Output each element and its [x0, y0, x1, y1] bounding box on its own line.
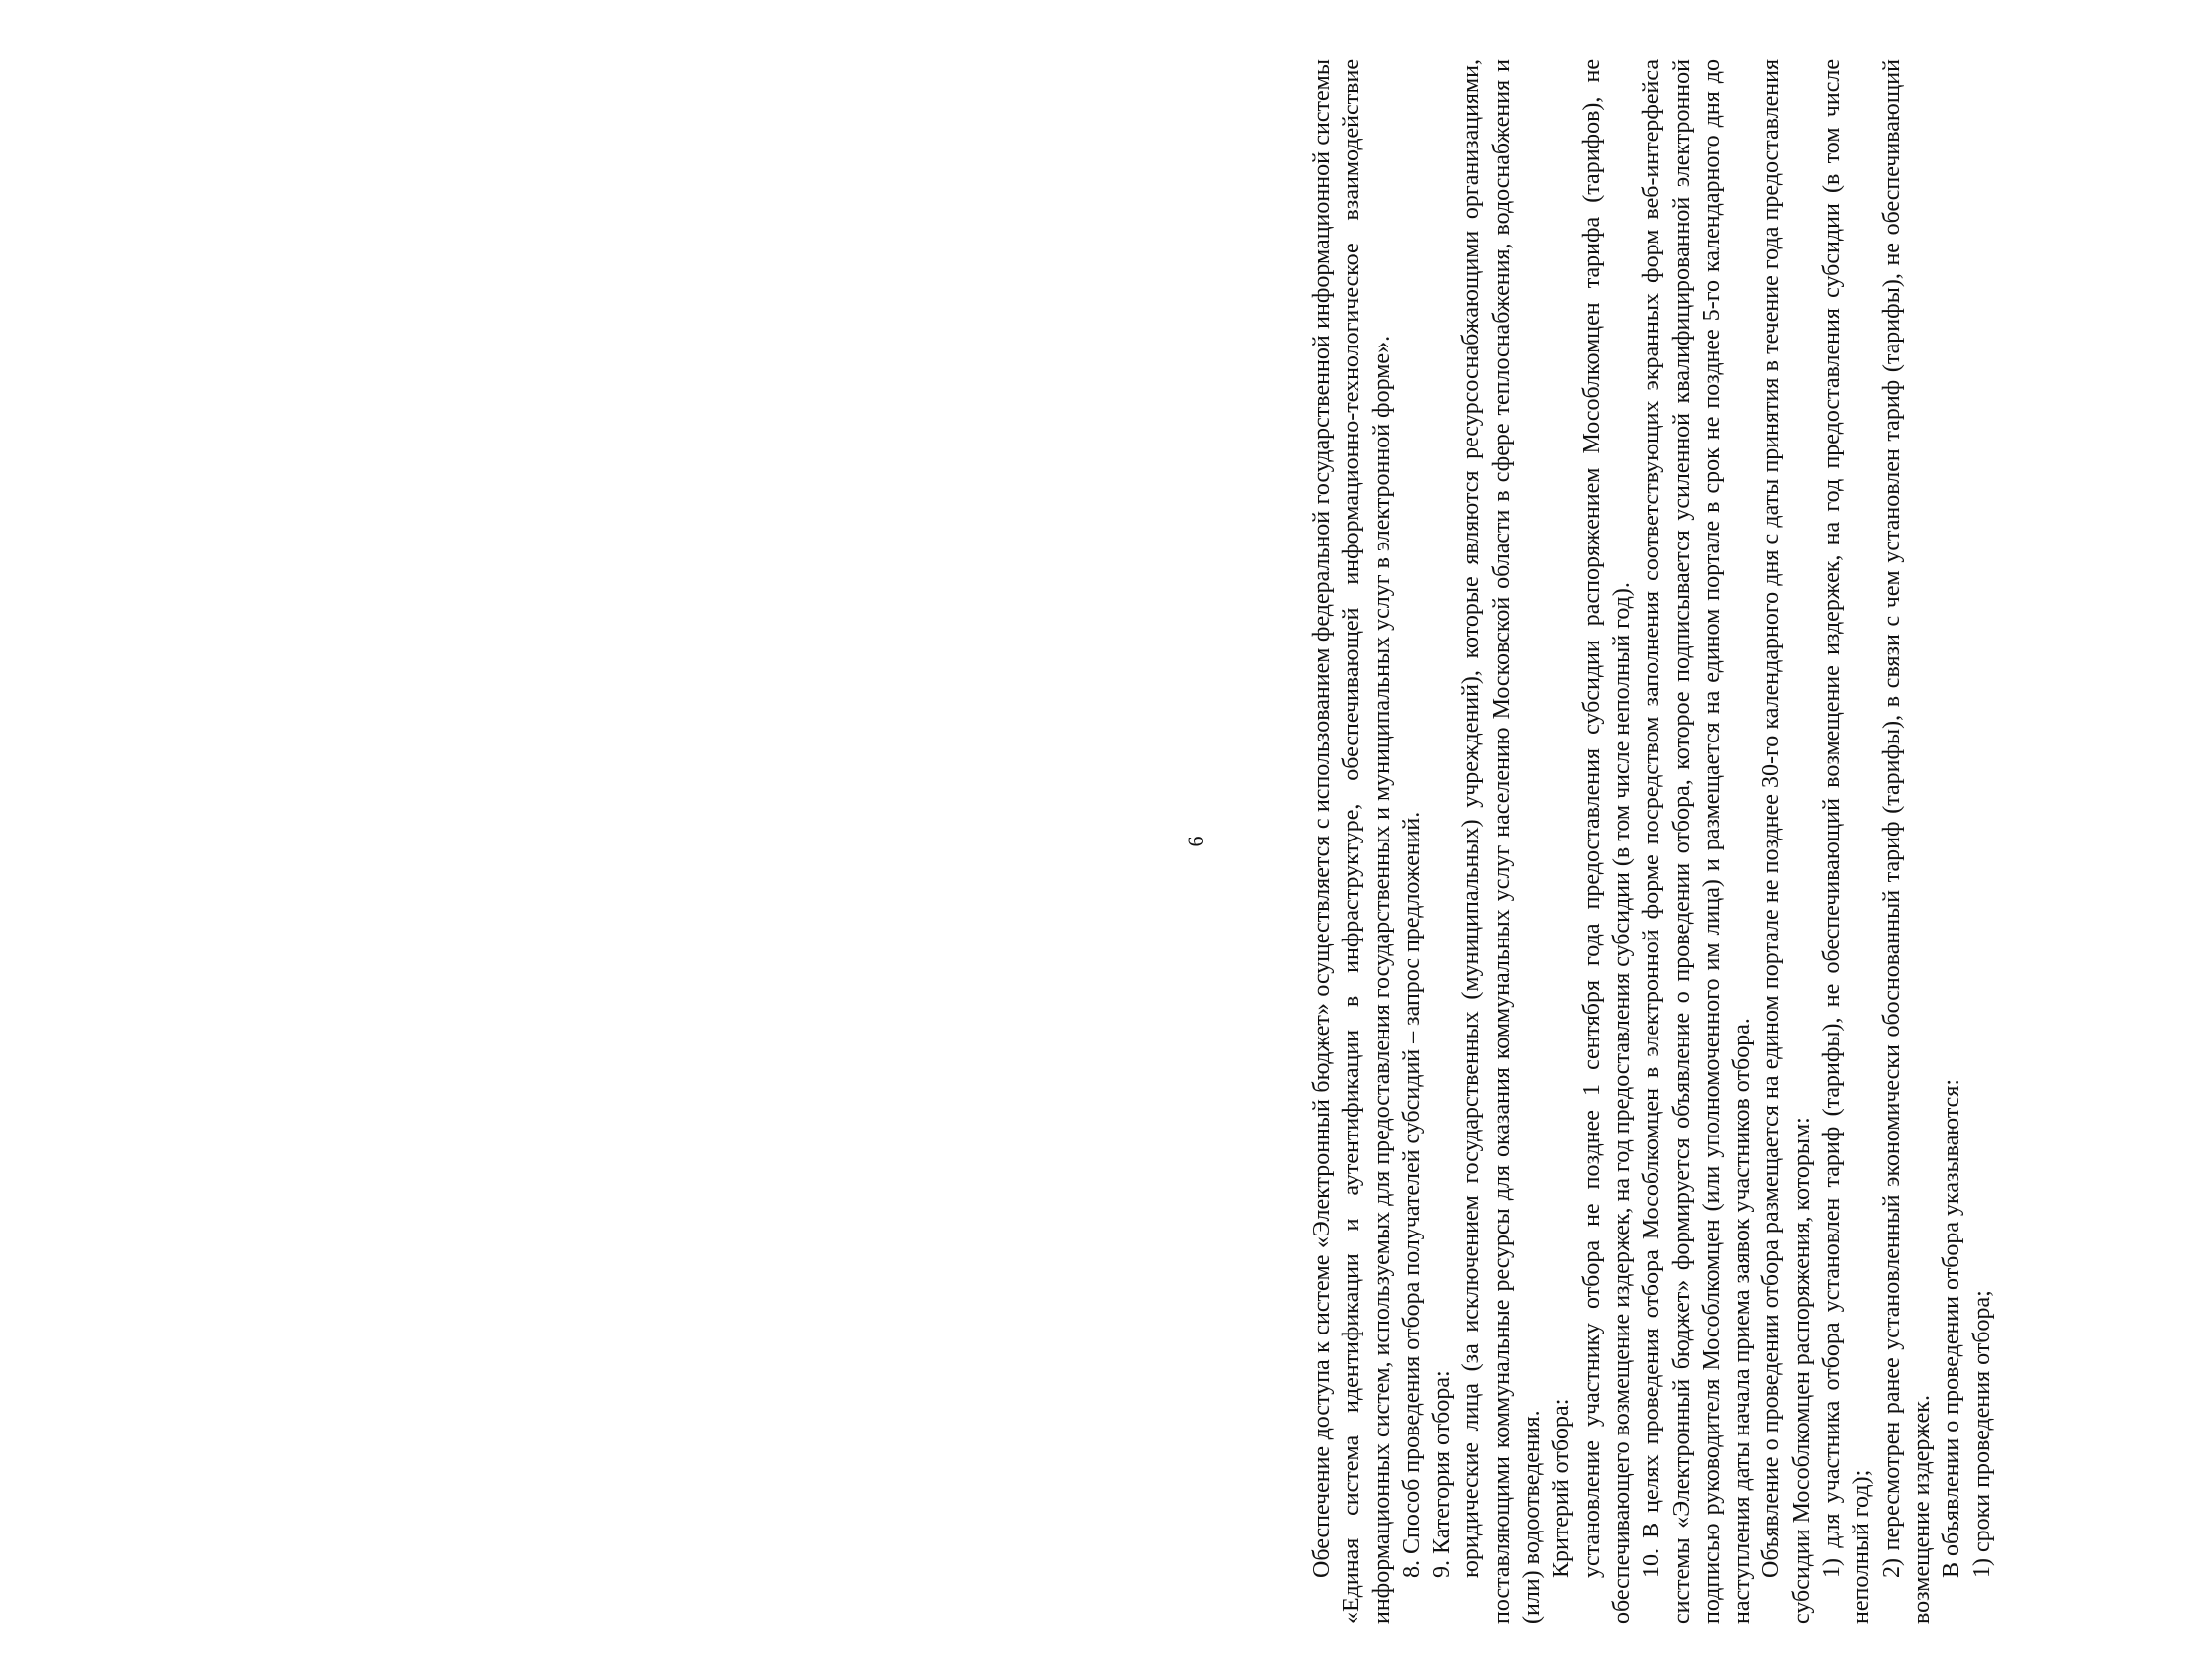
paragraph-announcement-contents: В объявлении о проведении отбора указываются:	[1939, 1078, 1965, 1578]
paragraph-item-deadlines: 1) сроки проведения отбора;	[1968, 1290, 1995, 1578]
paragraph-announcement-placement: Объявление о проведении отбора размещается на едином портале не позднее 30-го календарного дня с даты принятия в течение года предоставления субсидии Мособлкомцен распоряжения, которым:	[1758, 59, 1815, 1624]
body-text	[1307, 59, 1997, 1624]
paragraph-esia-access: Обеспечение доступа к системе «Электронный бюджет» осуществляется с использованием федеральной государственной информационной системы «Единая система идентификации и аутентификации в инфраструктуре, обеспечивающей информационно-технологическое взаимодействие информационных систем, используемых для предоставления государственных и муниципальных услуг в электронной форме».	[1309, 59, 1395, 1624]
page-number: 6	[1183, 836, 1208, 847]
paragraph-selection-criterion: установление участнику отбора не позднее 1 сентября года предоставления субсидии распоряжением Мособлкомцен тарифа (тарифов), не обеспечивающего возмещение издержек, на год предоставления субсидии (в том числе неполный год).	[1578, 59, 1635, 1624]
paragraph-condition-2: 2) пересмотрен ранее установленный экономически обоснованный тариф (тарифы), в связи с чем установлен тариф (тарифы), не обеспечивающий возмещение издержек.	[1878, 59, 1935, 1624]
paragraph-selection-category-heading: 9. Категория отбора:	[1429, 1370, 1455, 1578]
paragraph-announcement-formation: 10. В целях проведения отбора Мособлкомцен в электронной форме посредством заполнения соответствующих экранных форм веб-интерфейса системы «Электронный бюджет» формируется объявление о проведении отбора, которое подписывается усиленной квалифицированной электронной подписью руководителя Мособлкомцен (или уполномоченного им лица) и размещается на едином портале в срок не позднее 5-го календарного дня до наступления даты начала приема заявок участников отбора.	[1639, 59, 1756, 1624]
paragraph-selection-method: 8. Способ проведения отбора получателей субсидий – запрос предложений.	[1398, 811, 1425, 1578]
rotated-document	[1178, 59, 2208, 1624]
paragraph-condition-1: 1) для участника отбора установлен тариф (тарифы), не обеспечивающий возмещение издержек, на год предоставления субсидии (в том числе неполный год);	[1819, 59, 1875, 1624]
paragraph-selection-criterion-heading: Критерий отбора:	[1549, 1398, 1575, 1578]
paragraph-selection-category: юридические лица (за исключением государственных (муниципальных) учреждений), которые являются ресурсоснабжающими организациями, поставляющими коммунальные ресурсы для оказания коммунальных услуг населению Московской области в сфере теплоснабжения, водоснабжения и (или) водоотведения.	[1458, 59, 1546, 1624]
